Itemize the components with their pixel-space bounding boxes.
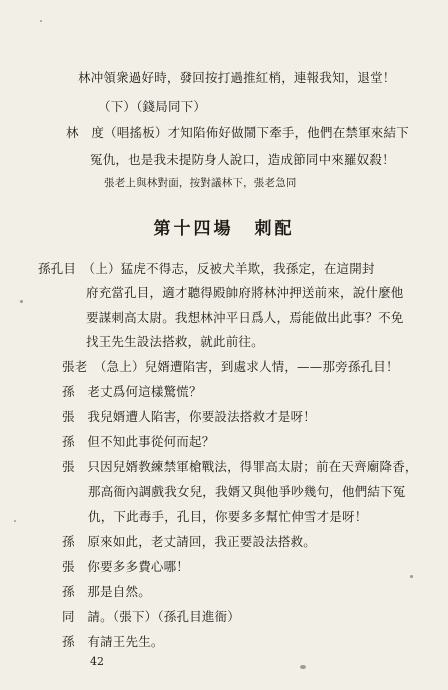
text-line-10: 張老 （急上）兒婿遭陷害，到處求人情，——那旁孫孔目！: [62, 359, 399, 374]
text-line-9: 找王先生設法搭救，就此前往。: [86, 334, 264, 349]
text-line-7: 府充當孔目，適才聽得殿帥府將林沖押送前來，說什麼他: [86, 285, 404, 300]
page-number: 42: [90, 655, 104, 668]
text-line-14: 張 只因兒婿教練禁軍槍戰法，得罪高太尉；前在天齊廟降香，: [62, 459, 418, 474]
scene-heading: [0, 214, 448, 239]
print-speck: [300, 665, 306, 669]
text-line-11: 孫 老丈爲何這樣驚慌？: [62, 384, 202, 399]
text-line-12: 張 我兒婿遭人陷害，你要設法搭救才是呀！: [62, 409, 317, 424]
text-line-3: 林 度（唱搖板）才知陷佈好做鬧下牽手，他們在禁軍來結下: [66, 125, 409, 140]
text-line-1: 林冲領衆過好時，發回按打過推紅梢，連報我知，退堂！: [78, 70, 396, 85]
print-speck: [20, 300, 23, 303]
print-speck: [410, 575, 413, 578]
text-line-15: 那高衙內調戲我女兒，我婿又與他爭吵幾句，他們結下冤: [88, 484, 406, 499]
text-line-16: 仇，下此毒手，孔目，你要多多幫忙伸雪才是呀！: [88, 509, 368, 524]
text-line-6: 孫孔目 （上）猛虎不得志，反被犬羊欺，我孫定，在這開封: [38, 261, 375, 276]
text-line-19: 孫 那是自然。: [62, 584, 151, 599]
print-speck: [40, 20, 42, 22]
stage-direction: 張老上與林對面，按對議林下，張老急同: [104, 177, 297, 189]
scene-title: 刺配: [254, 219, 295, 239]
text-line-21: 孫 有請王先生。: [62, 634, 164, 649]
text-line-4: 冤仇，也是我未提防身人說口，造成節同中來羅奴殺！: [90, 152, 395, 167]
text-line-18: 張 你要多多費心哪！: [62, 559, 190, 574]
print-speck: [14, 520, 16, 522]
text-line-13: 孫 但不知此事從何而起？: [62, 434, 215, 449]
scene-number: 第十四場: [153, 219, 234, 239]
text-line-2: （下）（錢局同下）: [98, 99, 207, 114]
text-line-17: 孫 原來如此，老丈請回，我正要設法搭救。: [62, 534, 317, 549]
text-line-8: 要謀刺高太尉。我想林沖平日爲人，焉能做出此事？不免: [86, 310, 404, 325]
text-line-20: 同 請。（張下）（孫孔目進衙）: [62, 609, 241, 624]
